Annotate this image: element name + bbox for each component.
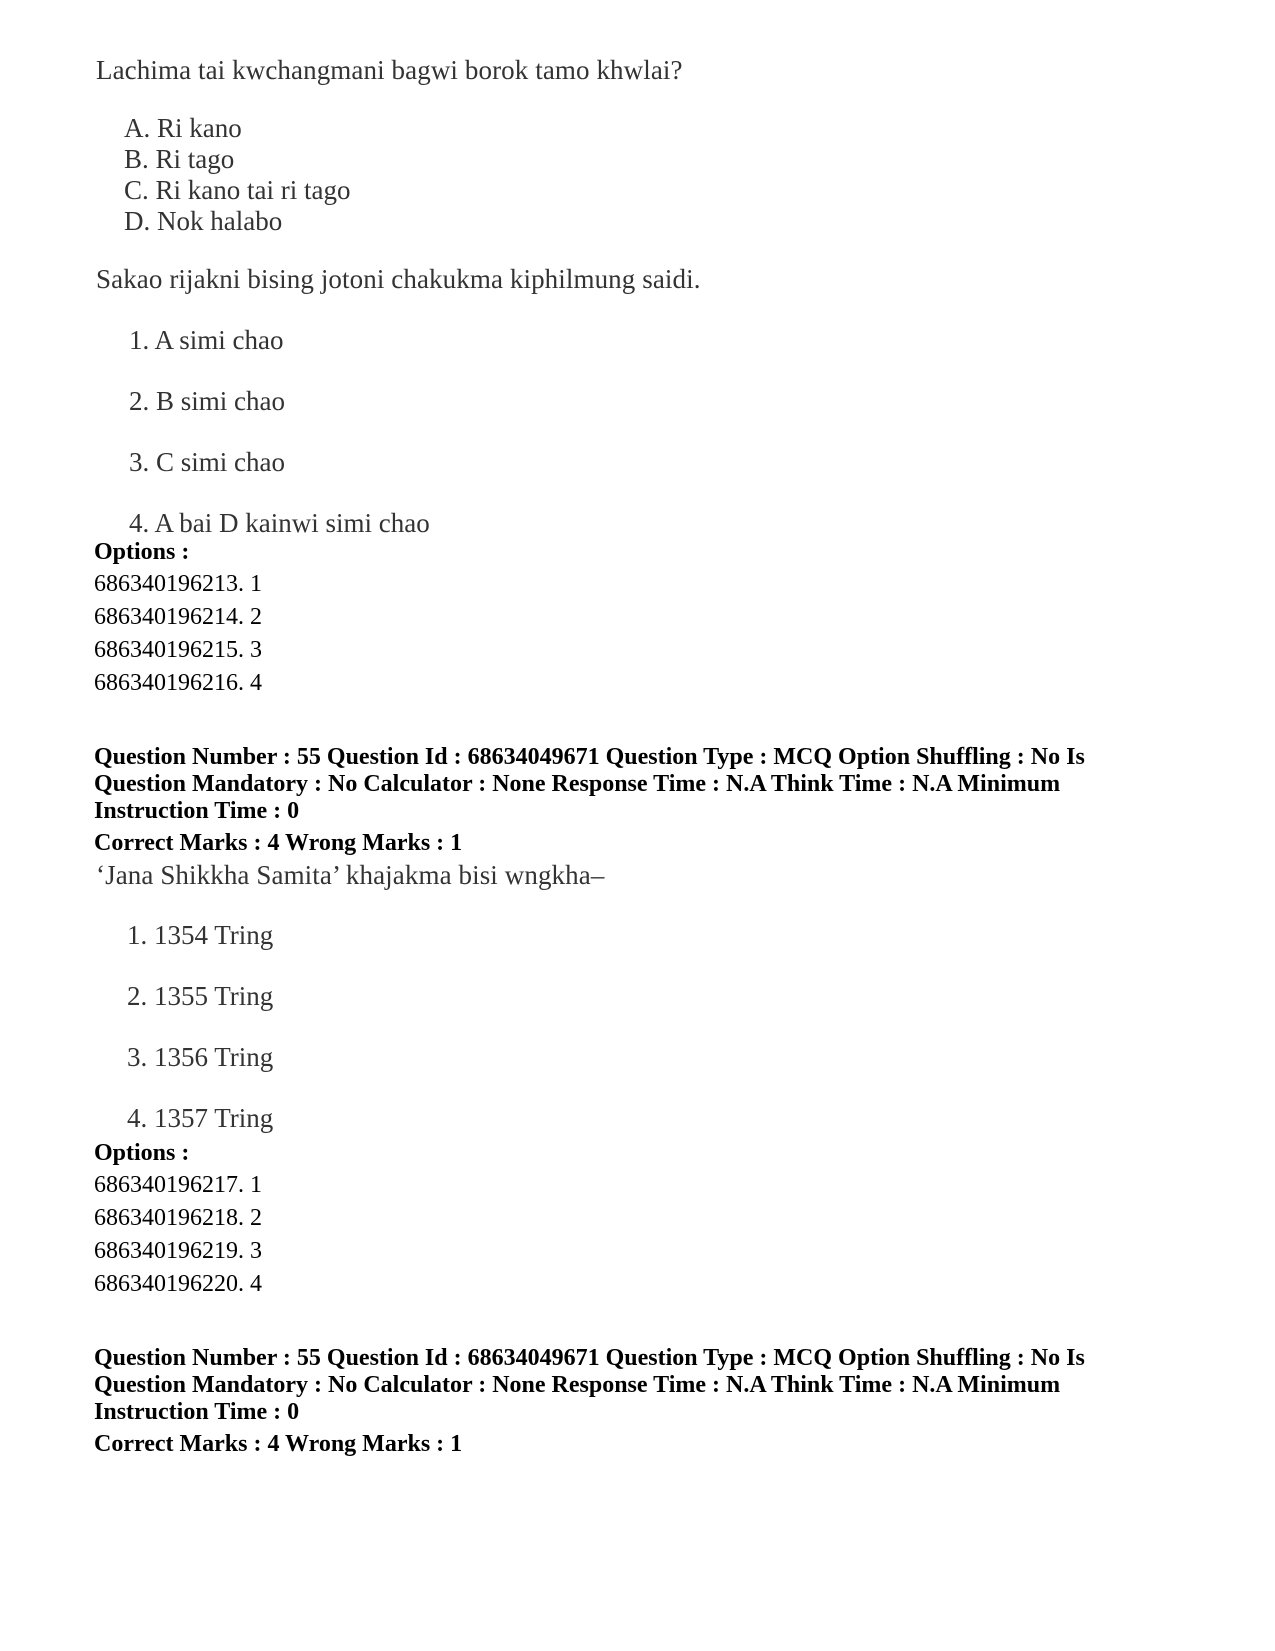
question-meta xyxy=(94,744,1085,825)
meta-line: Instruction Time : 0 xyxy=(94,798,300,824)
answer-item: 3. C simi chao xyxy=(129,447,285,477)
answer-item: 1. A simi chao xyxy=(129,325,284,355)
meta-line: Question Number : 55 Question Id : 68634049671 Question Type : MCQ Option Shuffling : No Is xyxy=(94,1345,1085,1371)
option-line: 686340196216. 4 xyxy=(94,670,262,696)
question-text: ‘Jana Shikkha Samita’ khajakma bisi wngkha– xyxy=(96,860,605,890)
question-meta xyxy=(94,1345,1085,1426)
option-line: 686340196220. 4 xyxy=(94,1271,262,1297)
option-line: 686340196218. 2 xyxy=(94,1205,262,1231)
question-text: Lachima tai kwchangmani bagwi borok tamo khwlai? xyxy=(96,55,683,85)
answer-item: 2. 1355 Tring xyxy=(127,981,274,1011)
options-heading: Options : xyxy=(94,1140,190,1166)
answer-item: 4. A bai D kainwi simi chao xyxy=(129,508,430,538)
answer-item: 1. 1354 Tring xyxy=(127,920,274,950)
choice-item: C. Ri kano tai ri tago xyxy=(124,175,351,205)
option-line: 686340196219. 3 xyxy=(94,1238,262,1264)
choice-item: D. Nok halabo xyxy=(124,206,283,236)
meta-line: Instruction Time : 0 xyxy=(94,1399,300,1425)
choice-item: A. Ri kano xyxy=(124,113,242,143)
question-prompt: Sakao rijakni bising jotoni chakukma kiphilmung saidi. xyxy=(96,264,701,294)
option-line: 686340196213. 1 xyxy=(94,571,262,597)
options-heading: Options : xyxy=(94,539,190,565)
answer-item: 2. B simi chao xyxy=(129,386,285,416)
choice-item: B. Ri tago xyxy=(124,144,235,174)
meta-line: Question Number : 55 Question Id : 68634049671 Question Type : MCQ Option Shuffling : No Is xyxy=(94,744,1085,770)
option-line: 686340196217. 1 xyxy=(94,1172,262,1198)
meta-line: Question Mandatory : No Calculator : None Response Time : N.A Think Time : N.A Minimum xyxy=(94,1372,1061,1398)
option-line: 686340196214. 2 xyxy=(94,604,262,630)
marks-line: Correct Marks : 4 Wrong Marks : 1 xyxy=(94,830,463,856)
answer-item: 3. 1356 Tring xyxy=(127,1042,274,1072)
answer-item: 4. 1357 Tring xyxy=(127,1103,274,1133)
marks-line: Correct Marks : 4 Wrong Marks : 1 xyxy=(94,1431,463,1457)
option-line: 686340196215. 3 xyxy=(94,637,262,663)
meta-line: Question Mandatory : No Calculator : None Response Time : N.A Think Time : N.A Minimum xyxy=(94,771,1061,797)
